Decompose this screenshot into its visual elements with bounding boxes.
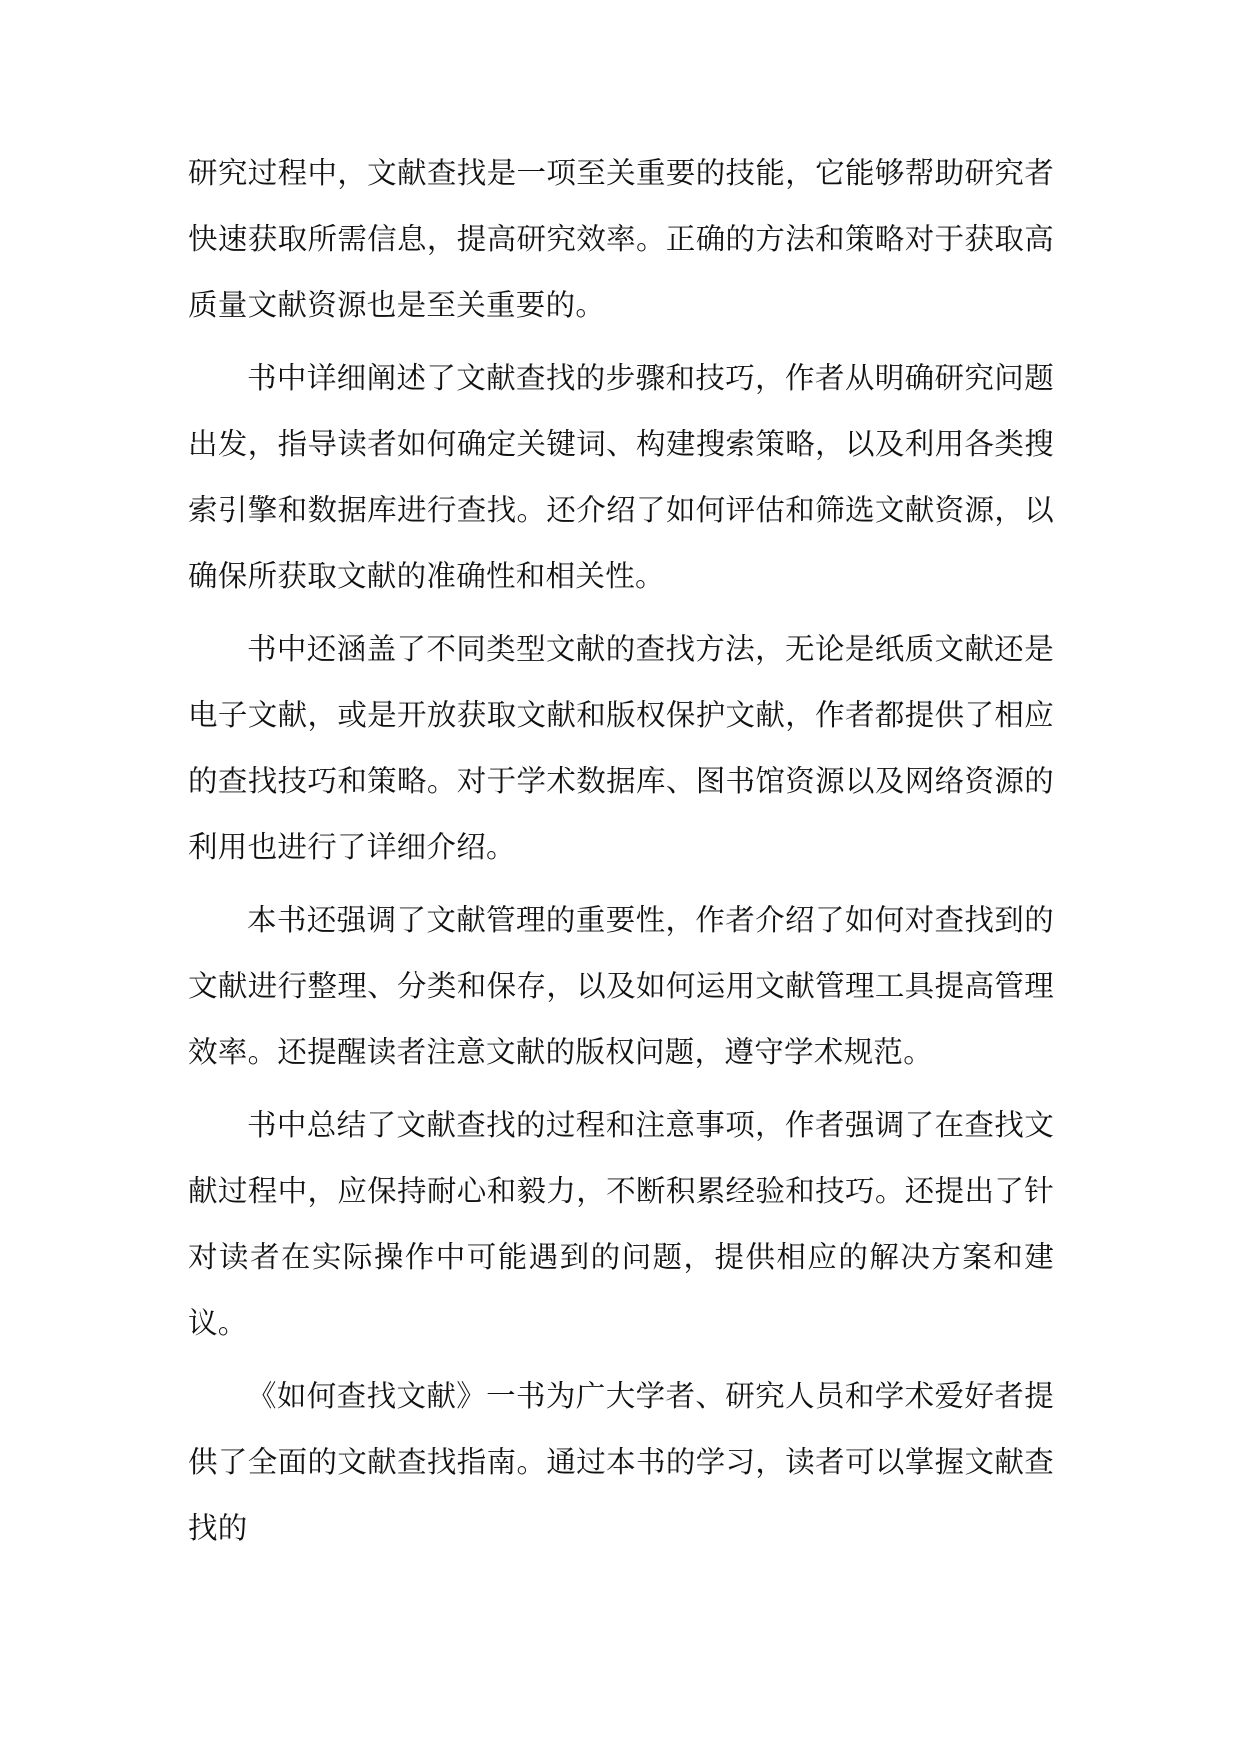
paragraph-2: 书中详细阐述了文献查找的步骤和技巧，作者从明确研究问题出发，指导读者如何确定关键词、构建搜索策略，以及利用各类搜索引擎和数据库进行查找。还介绍了如何评估和筛选文献资源，以确保所获取文献的准确性和相关性。 (188, 361, 1054, 593)
paragraph-1: 研究过程中，文献查找是一项至关重要的技能，它能够帮助研究者快速获取所需信息，提高研究效率。正确的方法和策略对于获取高质量文献资源也是至关重要的。 (188, 156, 1054, 322)
paragraph-4: 本书还强调了文献管理的重要性，作者介绍了如何对查找到的文献进行整理、分类和保存，以及如何运用文献管理工具提高管理效率。还提醒读者注意文献的版权问题，遵守学术规范。 (188, 903, 1054, 1069)
paragraph-5: 书中总结了文献查找的过程和注意事项，作者强调了在查找文献过程中，应保持耐心和毅力，不断积累经验和技巧。还提出了针对读者在实际操作中可能遇到的问题，提供相应的解决方案和建议。 (188, 1108, 1054, 1340)
paragraph-3: 书中还涵盖了不同类型文献的查找方法，无论是纸质文献还是电子文献，或是开放获取文献和版权保护文献，作者都提供了相应的查找技巧和策略。对于学术数据库、图书馆资源以及网络资源的利用也进行了详细介绍。 (188, 632, 1054, 864)
document-body (188, 140, 1054, 1568)
paragraph-6: 《如何查找文献》一书为广大学者、研究人员和学术爱好者提供了全面的文献查找指南。通过本书的学习，读者可以掌握文献查找的 (188, 1379, 1054, 1545)
